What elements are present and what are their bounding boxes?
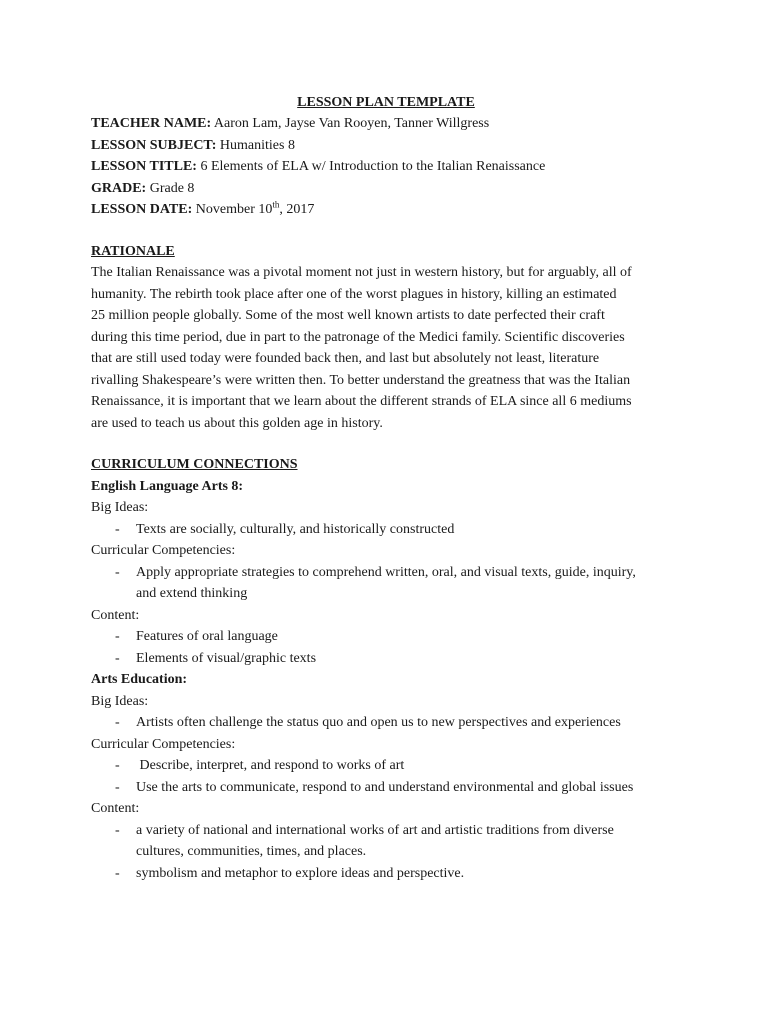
dash-bullet: -: [115, 629, 120, 644]
list-item: [91, 648, 681, 670]
field-value: Aaron Lam, Jayse Van Rooyen, Tanner Willgress: [213, 116, 490, 131]
field-label: LESSON TITLE:: [91, 159, 197, 174]
ela-competencies-list: [91, 562, 681, 605]
dash-bullet: -: [115, 758, 120, 773]
arts-subheading: Arts Education:: [91, 672, 188, 687]
lesson-date-field: [91, 199, 681, 221]
ela-subheading: English Language Arts 8:: [91, 478, 244, 494]
paragraph-line: are used to teach us about this golden age in history.: [91, 415, 383, 431]
big-ideas-label: Big Ideas:: [91, 500, 149, 515]
document-content: [91, 92, 681, 884]
content-label: Content:: [91, 607, 140, 623]
dash-bullet: -: [115, 779, 120, 795]
date-year: , 2017: [279, 202, 315, 217]
spacer: [91, 434, 681, 454]
list-item-text: Use the arts to communicate, respond to and understand environmental and global issues: [136, 779, 634, 795]
list-item-text: Apply appropriate strategies to comprehend written, oral, and visual texts, guide, inquiry,: [136, 564, 636, 580]
list-item-text-continued: and extend thinking: [136, 586, 248, 601]
list-item-text: Artists often challenge the status quo and open us to new perspectives and experiences: [136, 715, 621, 730]
lesson-title-field: [91, 156, 681, 178]
rationale-paragraph: [91, 262, 681, 434]
paragraph-line: during this time period, due in part to the patronage of the Medici family. Scientific discoveries: [91, 329, 625, 345]
list-item-text: a variety of national and international works of art and artistic traditions from diverse: [136, 822, 614, 838]
curriculum-heading: CURRICULUM CONNECTIONS: [91, 457, 298, 472]
list-item: [91, 562, 681, 605]
field-value: 6 Elements of ELA w/ Introduction to the Italian Renaissance: [200, 159, 546, 174]
dash-bullet: -: [115, 715, 120, 730]
list-item: [91, 863, 681, 885]
list-item: [91, 712, 681, 734]
list-item: [91, 820, 681, 863]
ela-content-list: [91, 626, 681, 669]
ela-big-ideas-list: [91, 519, 681, 541]
list-item: [91, 755, 681, 777]
paragraph-line: Renaissance, it is important that we learn about the different strands of ELA since all 6 mediums: [91, 394, 632, 409]
big-ideas-label: Big Ideas:: [91, 693, 149, 709]
dash-bullet: -: [115, 822, 120, 838]
field-value: Humanities 8: [219, 137, 295, 153]
competencies-label: Curricular Competencies:: [91, 736, 236, 752]
paragraph-line: that are still used today were founded back then, and last but absolutely not least, literature: [91, 351, 600, 366]
list-item-text: Texts are socially, culturally, and historically constructed: [136, 521, 455, 537]
paragraph-line: humanity. The rebirth took place after one of the worst plagues in history, killing an estimated: [91, 286, 617, 302]
competencies-label: Curricular Competencies:: [91, 543, 236, 558]
date-ordinal: th: [272, 199, 280, 210]
list-item-text: Features of oral language: [136, 629, 278, 644]
list-item-text: Describe, interpret, and respond to works of art: [136, 758, 405, 773]
list-item-text: Elements of visual/graphic texts: [136, 650, 317, 666]
arts-content-list: [91, 820, 681, 885]
field-value: Grade 8: [149, 180, 195, 196]
paragraph-line: 25 million people globally. Some of the most well known artists to date perfected their craft: [91, 308, 605, 323]
paragraph-line: The Italian Renaissance was a pivotal moment not just in western history, but for arguably, all of: [91, 265, 632, 280]
rationale-heading: RATIONALE: [91, 243, 175, 259]
list-item: [91, 626, 681, 648]
paragraph-line: rivalling Shakespeare’s were written then. To better understand the greatness that was the Italian: [91, 372, 631, 388]
dash-bullet: -: [115, 650, 120, 666]
arts-big-ideas-list: [91, 712, 681, 734]
arts-competencies-list: [91, 755, 681, 798]
field-label: TEACHER NAME:: [91, 116, 212, 131]
grade-field: [91, 178, 681, 200]
list-item-text-continued: cultures, communities, times, and places.: [136, 844, 367, 859]
list-item-text: symbolism and metaphor to explore ideas and perspective.: [136, 865, 465, 881]
lesson-subject-field: [91, 135, 681, 157]
list-item: [91, 519, 681, 541]
date-day: November 10: [195, 202, 273, 217]
dash-bullet: -: [115, 865, 120, 881]
document-title: LESSON PLAN TEMPLATE: [297, 95, 475, 110]
field-label: GRADE:: [91, 180, 147, 196]
field-label: LESSON DATE:: [91, 202, 193, 217]
list-item: [91, 777, 681, 799]
teacher-name-field: [91, 113, 681, 135]
content-label: Content:: [91, 801, 140, 816]
spacer: [91, 221, 681, 241]
field-label: LESSON SUBJECT:: [91, 137, 217, 153]
dash-bullet: -: [115, 521, 120, 537]
dash-bullet: -: [115, 564, 120, 580]
